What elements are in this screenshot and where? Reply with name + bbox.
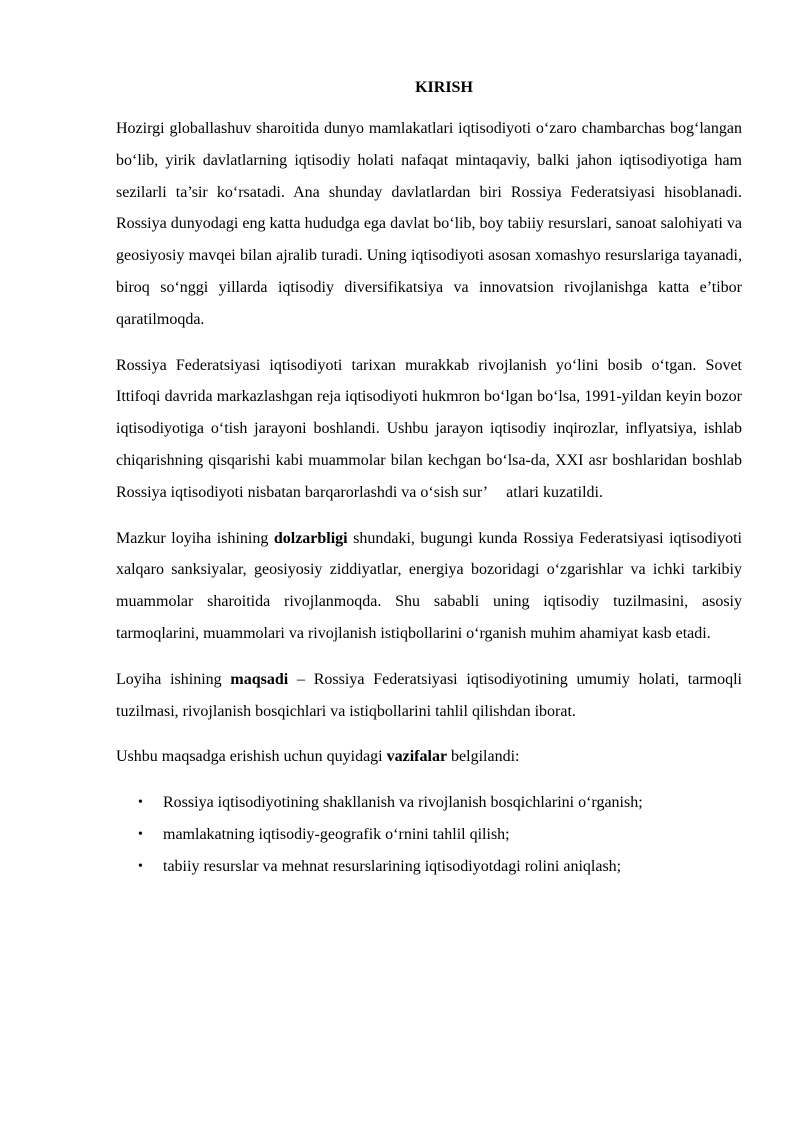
task-text: mamlakatning iqtisodiy-geografik o‘rnini tahlil qilish;: [163, 825, 510, 843]
relevance-text: shundaki, bugungi kunda Rossiya Federatsiyasi iqtisodiyoti xalqaro sanksiyalar, geosiyosiy ziddiyatlar, energiya bozoridagi o‘zgarishlar va ichki tarkibiy muammolar sharoitida rivojlanmoqda. Shu sababli uning iqtisodiy tuzilmasini, asosiy tarmoqlarini, muammolari va rivojlanish istiqbollarini o‘rganish muhim ahamiyat kasb etadi.: [116, 529, 743, 642]
goal-term: maqsadi: [230, 670, 289, 688]
goal-intro: Loyiha ishining: [116, 670, 231, 688]
tasks-intro: Ushbu maqsadga erishish uchun quyidagi: [116, 748, 387, 766]
tasks-intro-paragraph: [116, 741, 742, 773]
relevance-paragraph: [116, 523, 742, 650]
list-item: [116, 787, 742, 819]
goal-paragraph: [116, 664, 742, 728]
document-page: [116, 76, 742, 883]
list-item: [116, 851, 742, 883]
task-text: tabiiy resurslar va mehnat resurslarining iqtisodiyotdagi rolini aniqlash;: [163, 857, 622, 875]
bullet-icon: •: [138, 826, 143, 842]
intro-paragraph-2: [116, 350, 742, 509]
paragraph-2-tail-start: barqarorlashdi va o‘sish sur’: [304, 483, 489, 501]
paragraph-2-tail-end: atlari kuzatildi.: [506, 483, 603, 501]
tasks-term: vazifalar: [386, 748, 448, 766]
tasks-intro-end: belgilandi:: [447, 748, 520, 766]
task-text: Rossiya iqtisodiyotining shakllanish va rivojlanish bosqichlarini o‘rganish;: [163, 794, 643, 812]
list-item: [116, 819, 742, 851]
bullet-icon: •: [138, 795, 143, 811]
tasks-list: [116, 787, 742, 882]
relevance-intro: Mazkur loyiha ishining: [116, 529, 274, 547]
intro-paragraph-1: Hozirgi globallashuv sharoitida dunyo mamlakatlari iqtisodiyoti o‘zaro chambarchas bog‘langan bo‘lib, yirik davlatlarning iqtisodiy holati nafaqat mintaqaviy, balki jahon iqtisodiyotiga ham sezilarli ta’sir ko‘rsatadi. Ana shunday davlatlardan biri Rossiya Federatsiyasi hisoblanadi. Rossiya dunyodagi eng katta hududga ega davlat bo‘lib, boy tabiiy resurslari, sanoat salohiyati va geosiyosiy mavqei bilan ajralib turadi. Uning iqtisodiyoti asosan xomashyo resurslariga tayanadi, biroq so‘nggi yillarda iqtisodiy diversifikatsiya va innovatsion rivojlanishga katta e’tibor qaratilmoqda.: [116, 120, 742, 328]
relevance-term: dolzarbligi: [273, 529, 348, 547]
document-title: KIRISH: [415, 79, 473, 96]
paragraph-2-body: Rossiya Federatsiyasi iqtisodiyoti tarixan murakkab rivojlanish yo‘lini bosib o‘tgan. Sovet Ittifoqi davrida markazlashgan reja iqtisodiyoti hukmron bo‘lgan bo‘lsa, 1991-yildan keyin bozor iqtisodiyotiga o‘tish jarayoni boshlandi. Ushbu jarayon iqtisodiy inqirozlar, inflyatsiya, ishlab chiqarishning qisqarishi kabi muammolar bilan kechgan bo‘lsa-da, XXI asr boshlaridan boshlab Rossiya iqtisodiyoti nisbatan: [116, 356, 742, 501]
goal-text: – Rossiya Federatsiyasi iqtisodiyotining umumiy holati, tarmoqli tuzilmasi, rivojlanish bosqichlari va istiqbollarini tahlil qilishdan iborat.: [116, 670, 742, 720]
bullet-icon: •: [138, 858, 143, 874]
